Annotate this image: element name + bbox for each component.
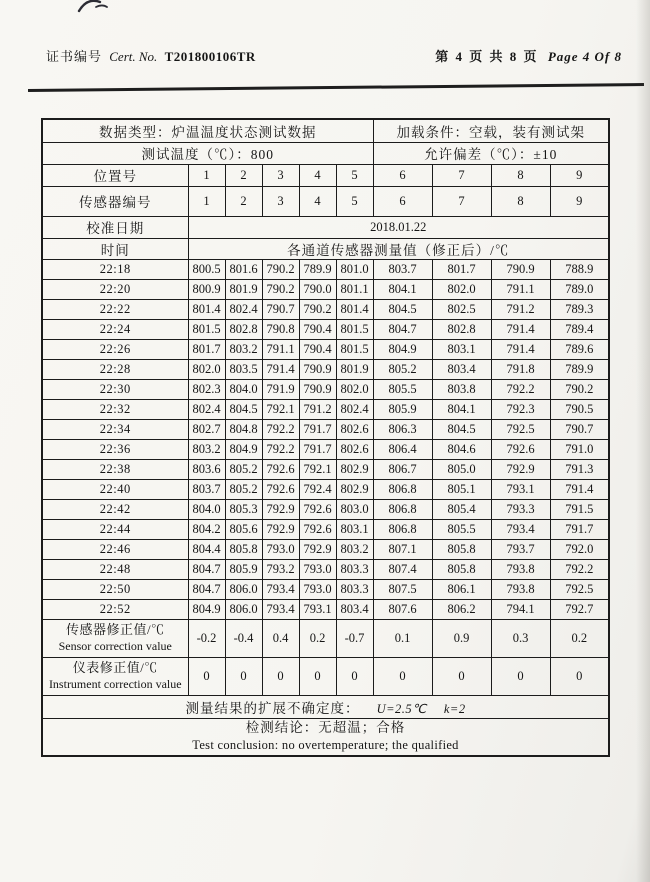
sensor-correction-value-cell: 0.1 <box>373 619 432 657</box>
channel-values-header: 各通道传感器测量值（修正后）/℃ <box>188 238 609 259</box>
measurement-value-cell: 790.2 <box>550 379 609 399</box>
measurement-value-cell: 793.3 <box>491 499 550 519</box>
measurement-value-cell: 803.4 <box>336 599 373 619</box>
instrument-correction-value-cell: 0 <box>491 657 550 695</box>
measurement-value-cell: 801.4 <box>336 299 373 319</box>
page-number-cn: 第 4 页 共 8 页 <box>435 49 539 64</box>
measurement-value-cell: 803.2 <box>188 439 225 459</box>
measurement-value-cell: 791.8 <box>491 359 550 379</box>
sensor-correction-value-cell: 0.4 <box>262 619 299 657</box>
instrument-correction-value-cell: 0 <box>432 657 491 695</box>
measurement-value-cell: 802.7 <box>188 419 225 439</box>
measurement-value-cell: 803.2 <box>225 339 262 359</box>
measurement-value-cell: 803.3 <box>336 579 373 599</box>
measurement-value-cell: 791.4 <box>491 339 550 359</box>
measurement-value-cell: 792.9 <box>262 499 299 519</box>
cert-number: T201800106TR <box>164 49 256 64</box>
measurement-value-cell: 802.8 <box>225 319 262 339</box>
sensor-correction-value-cell: -0.4 <box>225 619 262 657</box>
measurement-value-cell: 804.7 <box>188 559 225 579</box>
measurement-value-cell: 792.4 <box>299 479 336 499</box>
time-cell: 22:52 <box>42 599 188 619</box>
measurement-row <box>42 379 609 399</box>
time-cell: 22:40 <box>42 479 188 499</box>
measurement-value-cell: 802.4 <box>225 299 262 319</box>
position-number-cell: 6 <box>373 164 432 186</box>
measurement-value-cell: 806.1 <box>432 579 491 599</box>
sensor-correction-value-cell: 0.3 <box>491 619 550 657</box>
instrument-correction-value-cell: 0 <box>262 657 299 695</box>
position-number-cell: 2 <box>225 164 262 186</box>
measurement-value-cell: 804.8 <box>225 419 262 439</box>
measurement-value-cell: 807.5 <box>373 579 432 599</box>
measurement-value-cell: 802.6 <box>336 439 373 459</box>
measurement-value-cell: 802.0 <box>336 379 373 399</box>
time-cell: 22:18 <box>42 259 188 279</box>
sensor-correction-label <box>42 619 188 657</box>
measurement-row <box>42 499 609 519</box>
measurement-value-cell: 803.8 <box>432 379 491 399</box>
measurement-value-cell: 802.0 <box>432 279 491 299</box>
measurement-value-cell: 801.6 <box>225 259 262 279</box>
time-cell: 22:24 <box>42 319 188 339</box>
measurement-value-cell: 790.2 <box>299 299 336 319</box>
sensor-number-cell: 1 <box>188 186 225 216</box>
measurement-value-cell: 790.4 <box>299 319 336 339</box>
allowed-deviation-cell: 允许偏差（℃）：±10 <box>373 142 609 164</box>
time-header-row <box>42 238 609 259</box>
time-cell: 22:26 <box>42 339 188 359</box>
measurement-row <box>42 279 609 299</box>
measurement-value-cell: 791.1 <box>262 339 299 359</box>
measurement-value-cell: 804.7 <box>373 319 432 339</box>
measurement-value-cell: 790.9 <box>491 259 550 279</box>
instrument-correction-value-cell: 0 <box>299 657 336 695</box>
sensor-number-cell: 5 <box>336 186 373 216</box>
measurement-value-cell: 802.4 <box>188 399 225 419</box>
measurement-value-cell: 803.1 <box>432 339 491 359</box>
measurement-row <box>42 359 609 379</box>
time-cell: 22:44 <box>42 519 188 539</box>
measurement-value-cell: 793.8 <box>491 579 550 599</box>
measurement-value-cell: 805.8 <box>225 539 262 559</box>
instrument-correction-value-cell: 0 <box>225 657 262 695</box>
measurement-row <box>42 559 609 579</box>
measurement-value-cell: 791.1 <box>491 279 550 299</box>
sensor-correction-value-cell: -0.7 <box>336 619 373 657</box>
measurement-value-cell: 790.4 <box>299 339 336 359</box>
instrument-correction-label <box>42 657 188 695</box>
measurement-value-cell: 802.9 <box>336 479 373 499</box>
measurement-value-cell: 805.6 <box>225 519 262 539</box>
measurement-value-cell: 789.4 <box>550 319 609 339</box>
measurement-value-cell: 804.2 <box>188 519 225 539</box>
measurement-value-cell: 792.2 <box>550 559 609 579</box>
measurement-value-cell: 806.4 <box>373 439 432 459</box>
measurement-value-cell: 788.9 <box>550 259 609 279</box>
measurement-value-cell: 804.5 <box>225 399 262 419</box>
measurement-value-cell: 803.7 <box>188 479 225 499</box>
measurement-value-cell: 792.6 <box>491 439 550 459</box>
measurement-value-cell: 803.0 <box>336 499 373 519</box>
measurement-value-cell: 791.9 <box>262 379 299 399</box>
measurement-value-cell: 790.7 <box>550 419 609 439</box>
measurement-value-cell: 805.1 <box>432 479 491 499</box>
measurement-value-cell: 805.3 <box>225 499 262 519</box>
measurement-value-cell: 792.6 <box>262 479 299 499</box>
measurement-rows <box>42 259 609 619</box>
measurement-value-cell: 790.2 <box>262 279 299 299</box>
measurement-value-cell: 805.5 <box>432 519 491 539</box>
measurement-value-cell: 791.4 <box>262 359 299 379</box>
conclusion-cell <box>42 718 609 756</box>
measurement-value-cell: 804.9 <box>373 339 432 359</box>
measurement-value-cell: 793.4 <box>262 599 299 619</box>
measurement-value-cell: 805.8 <box>432 559 491 579</box>
measurement-row <box>42 259 609 279</box>
measurement-value-cell: 801.4 <box>188 299 225 319</box>
measurement-value-cell: 792.2 <box>491 379 550 399</box>
measurement-value-cell: 790.0 <box>299 279 336 299</box>
measurement-row <box>42 519 609 539</box>
position-row-label: 位置号 <box>42 164 188 186</box>
time-cell: 22:36 <box>42 439 188 459</box>
measurement-value-cell: 806.7 <box>373 459 432 479</box>
sensor-correction-label-cn: 传感器修正值/℃ <box>65 622 165 638</box>
measurement-value-cell: 801.5 <box>336 319 373 339</box>
measurement-value-cell: 793.8 <box>491 559 550 579</box>
measurement-value-cell: 805.2 <box>225 479 262 499</box>
measurement-value-cell: 806.3 <box>373 419 432 439</box>
position-number-cell: 8 <box>491 164 550 186</box>
measurement-value-cell: 804.1 <box>373 279 432 299</box>
time-cell: 22:20 <box>42 279 188 299</box>
conclusion-row <box>42 718 609 756</box>
measurement-value-cell: 803.1 <box>336 519 373 539</box>
measurement-value-cell: 806.8 <box>373 479 432 499</box>
header-divider <box>28 83 644 92</box>
instrument-correction-value-cell: 0 <box>373 657 432 695</box>
cert-number-line <box>46 46 256 65</box>
sensor-correction-row <box>42 619 609 657</box>
position-number-cell: 3 <box>262 164 299 186</box>
sensor-correction-value-cell: 0.9 <box>432 619 491 657</box>
measurement-value-cell: 804.6 <box>432 439 491 459</box>
measurement-value-cell: 791.4 <box>550 479 609 499</box>
sensor-number-cell: 9 <box>550 186 609 216</box>
measurement-value-cell: 790.9 <box>299 359 336 379</box>
uncertainty-cell <box>42 695 609 718</box>
measurement-value-cell: 801.9 <box>336 359 373 379</box>
measurement-value-cell: 801.7 <box>188 339 225 359</box>
measurement-value-cell: 793.1 <box>299 599 336 619</box>
measurement-value-cell: 789.0 <box>550 279 609 299</box>
measurement-row <box>42 319 609 339</box>
calibration-date-label: 校准日期 <box>42 216 188 238</box>
measurement-value-cell: 792.2 <box>262 419 299 439</box>
uncertainty-row <box>42 695 609 718</box>
position-row <box>42 164 609 186</box>
time-cell: 22:42 <box>42 499 188 519</box>
measurement-value-cell: 804.1 <box>432 399 491 419</box>
position-number-cell: 9 <box>550 164 609 186</box>
time-cell: 22:38 <box>42 459 188 479</box>
measurement-value-cell: 790.2 <box>262 259 299 279</box>
sensor-number-cell: 3 <box>262 186 299 216</box>
measurement-value-cell: 807.6 <box>373 599 432 619</box>
measurement-row <box>42 599 609 619</box>
measurement-value-cell: 800.9 <box>188 279 225 299</box>
position-number-cell: 5 <box>336 164 373 186</box>
sensor-row-label: 传感器编号 <box>42 186 188 216</box>
measurement-value-cell: 790.5 <box>550 399 609 419</box>
measurement-value-cell: 791.7 <box>299 419 336 439</box>
measurement-value-cell: 793.0 <box>299 559 336 579</box>
measurement-value-cell: 807.1 <box>373 539 432 559</box>
measurement-value-cell: 790.7 <box>262 299 299 319</box>
measurement-value-cell: 792.2 <box>262 439 299 459</box>
measurement-value-cell: 806.0 <box>225 579 262 599</box>
measurement-value-cell: 804.7 <box>188 579 225 599</box>
measurement-row <box>42 479 609 499</box>
measurement-value-cell: 802.8 <box>432 319 491 339</box>
measurement-value-cell: 805.9 <box>225 559 262 579</box>
page-number-en: Page 4 Of 8 <box>547 49 622 64</box>
cert-label: 证书编号 <box>46 49 103 64</box>
measurement-value-cell: 804.5 <box>373 299 432 319</box>
measurement-value-cell: 803.7 <box>373 259 432 279</box>
measurement-value-cell: 793.2 <box>262 559 299 579</box>
instrument-correction-label-cn: 仪表修正值/℃ <box>72 660 158 676</box>
measurement-value-cell: 792.5 <box>491 419 550 439</box>
time-cell: 22:48 <box>42 559 188 579</box>
measurement-value-cell: 806.2 <box>432 599 491 619</box>
measurement-value-cell: 792.3 <box>491 399 550 419</box>
measurement-value-cell: 792.6 <box>299 499 336 519</box>
measurement-row <box>42 579 609 599</box>
scan-edge-shadow <box>636 0 650 882</box>
conclusion-en: Test conclusion: no overtemperature; the qualified <box>192 738 459 753</box>
measurement-value-cell: 804.9 <box>188 599 225 619</box>
sensor-number-cell: 4 <box>299 186 336 216</box>
handwritten-mark <box>76 0 110 14</box>
measurement-row <box>42 439 609 459</box>
measurement-value-cell: 792.5 <box>550 579 609 599</box>
measurement-row <box>42 339 609 359</box>
measurement-value-cell: 801.9 <box>225 279 262 299</box>
instrument-correction-value-cell: 0 <box>336 657 373 695</box>
measurement-table <box>41 118 610 757</box>
measurement-value-cell: 804.0 <box>225 379 262 399</box>
measurement-value-cell: 802.5 <box>432 299 491 319</box>
measurement-value-cell: 792.6 <box>299 519 336 539</box>
measurement-row <box>42 459 609 479</box>
measurement-value-cell: 807.4 <box>373 559 432 579</box>
measurement-value-cell: 793.7 <box>491 539 550 559</box>
time-cell: 22:32 <box>42 399 188 419</box>
measurement-row <box>42 419 609 439</box>
measurement-value-cell: 805.0 <box>432 459 491 479</box>
measurement-value-cell: 803.5 <box>225 359 262 379</box>
position-number-cell: 1 <box>188 164 225 186</box>
measurement-value-cell: 793.1 <box>491 479 550 499</box>
measurement-value-cell: 792.1 <box>262 399 299 419</box>
measurement-value-cell: 802.6 <box>336 419 373 439</box>
position-number-cell: 7 <box>432 164 491 186</box>
measurement-value-cell: 793.4 <box>491 519 550 539</box>
measurement-value-cell: 793.4 <box>262 579 299 599</box>
measurement-value-cell: 791.2 <box>299 399 336 419</box>
measurement-row <box>42 539 609 559</box>
time-cell: 22:28 <box>42 359 188 379</box>
load-condition-cell: 加载条件：空载，装有测试架 <box>373 119 609 142</box>
measurement-value-cell: 802.4 <box>336 399 373 419</box>
sensor-correction-label-en: Sensor correction value <box>58 638 172 653</box>
measurement-value-cell: 805.2 <box>225 459 262 479</box>
measurement-value-cell: 791.7 <box>299 439 336 459</box>
instrument-correction-row <box>42 657 609 695</box>
measurement-value-cell: 801.7 <box>432 259 491 279</box>
measurement-value-cell: 802.3 <box>188 379 225 399</box>
uncertainty-label: 测量结果的扩展不确定度： <box>185 700 360 716</box>
conclusion-cn: 检测结论：无超温；合格 <box>245 719 406 735</box>
page-number-line <box>435 46 622 65</box>
measurement-value-cell: 791.4 <box>491 319 550 339</box>
sensor-number-cell: 6 <box>373 186 432 216</box>
time-cell: 22:22 <box>42 299 188 319</box>
measurement-value-cell: 800.5 <box>188 259 225 279</box>
measurement-value-cell: 805.2 <box>373 359 432 379</box>
measurement-value-cell: 791.5 <box>550 499 609 519</box>
measurement-value-cell: 792.6 <box>262 459 299 479</box>
page-header <box>46 46 622 65</box>
time-cell: 22:34 <box>42 419 188 439</box>
meta-row-1 <box>42 119 609 142</box>
position-number-cell: 4 <box>299 164 336 186</box>
measurement-value-cell: 802.0 <box>188 359 225 379</box>
measurement-value-cell: 794.1 <box>491 599 550 619</box>
measurement-value-cell: 801.0 <box>336 259 373 279</box>
uncertainty-k-term: k=2 <box>443 701 466 716</box>
measurement-value-cell: 802.9 <box>336 459 373 479</box>
measurement-value-cell: 804.9 <box>225 439 262 459</box>
measurement-value-cell: 791.2 <box>491 299 550 319</box>
measurement-value-cell: 792.9 <box>299 539 336 559</box>
measurement-value-cell: 790.8 <box>262 319 299 339</box>
measurement-value-cell: 801.1 <box>336 279 373 299</box>
test-temp-cell: 测试温度（℃）：800 <box>42 142 373 164</box>
sensor-number-cell: 8 <box>491 186 550 216</box>
sensor-correction-value-cell: -0.2 <box>188 619 225 657</box>
measurement-value-cell: 792.7 <box>550 599 609 619</box>
measurement-table-wrap <box>41 118 610 757</box>
measurement-value-cell: 806.8 <box>373 519 432 539</box>
measurement-value-cell: 790.9 <box>299 379 336 399</box>
sensor-number-row <box>42 186 609 216</box>
measurement-value-cell: 806.8 <box>373 499 432 519</box>
cert-prefix: Cert. No. <box>109 49 158 64</box>
measurement-value-cell: 789.9 <box>550 359 609 379</box>
measurement-value-cell: 805.5 <box>373 379 432 399</box>
measurement-value-cell: 804.4 <box>188 539 225 559</box>
measurement-value-cell: 803.6 <box>188 459 225 479</box>
calibration-date-value: 2018.01.22 <box>188 216 609 238</box>
data-type-cell: 数据类型：炉温温度状态测试数据 <box>42 119 373 142</box>
measurement-value-cell: 801.5 <box>188 319 225 339</box>
measurement-value-cell: 792.9 <box>262 519 299 539</box>
measurement-value-cell: 792.9 <box>491 459 550 479</box>
measurement-value-cell: 791.0 <box>550 439 609 459</box>
measurement-value-cell: 804.5 <box>432 419 491 439</box>
measurement-value-cell: 793.0 <box>262 539 299 559</box>
measurement-value-cell: 789.6 <box>550 339 609 359</box>
measurement-value-cell: 803.3 <box>336 559 373 579</box>
instrument-correction-value-cell: 0 <box>188 657 225 695</box>
measurement-value-cell: 792.1 <box>299 459 336 479</box>
sensor-number-cell: 2 <box>225 186 262 216</box>
measurement-value-cell: 805.4 <box>432 499 491 519</box>
time-cell: 22:46 <box>42 539 188 559</box>
measurement-value-cell: 801.5 <box>336 339 373 359</box>
calibration-date-row <box>42 216 609 238</box>
time-header-label: 时间 <box>42 238 188 259</box>
sensor-number-cell: 7 <box>432 186 491 216</box>
time-cell: 22:50 <box>42 579 188 599</box>
instrument-correction-label-en: Instrument correction value <box>48 676 182 691</box>
measurement-value-cell: 803.2 <box>336 539 373 559</box>
measurement-row <box>42 399 609 419</box>
measurement-value-cell: 791.7 <box>550 519 609 539</box>
measurement-value-cell: 791.3 <box>550 459 609 479</box>
measurement-value-cell: 789.9 <box>299 259 336 279</box>
uncertainty-u-term: U=2.5℃ <box>376 701 427 716</box>
measurement-value-cell: 804.0 <box>188 499 225 519</box>
measurement-value-cell: 789.3 <box>550 299 609 319</box>
instrument-correction-value-cell: 0 <box>550 657 609 695</box>
measurement-row <box>42 299 609 319</box>
measurement-value-cell: 805.9 <box>373 399 432 419</box>
measurement-value-cell: 792.0 <box>550 539 609 559</box>
sensor-correction-value-cell: 0.2 <box>550 619 609 657</box>
meta-row-2 <box>42 142 609 164</box>
measurement-value-cell: 803.4 <box>432 359 491 379</box>
time-cell: 22:30 <box>42 379 188 399</box>
measurement-value-cell: 793.0 <box>299 579 336 599</box>
measurement-value-cell: 806.0 <box>225 599 262 619</box>
measurement-value-cell: 805.8 <box>432 539 491 559</box>
sensor-correction-value-cell: 0.2 <box>299 619 336 657</box>
